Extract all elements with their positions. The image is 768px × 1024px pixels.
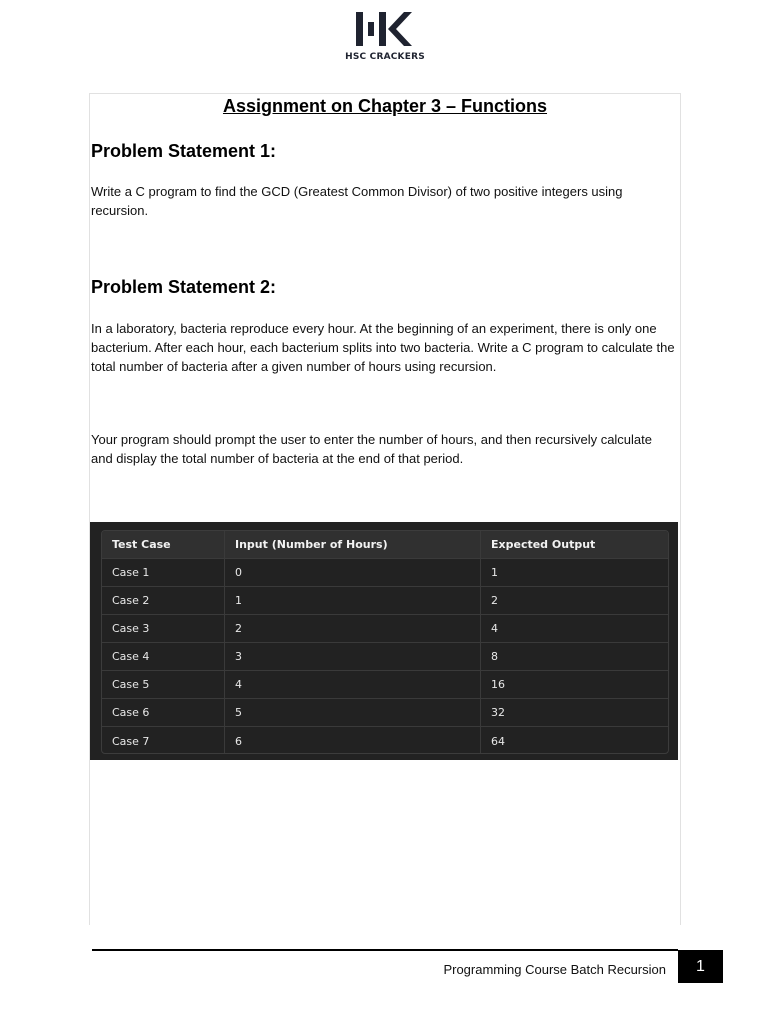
page-number: 1	[678, 950, 723, 983]
test-case-table	[101, 530, 669, 754]
table-row	[102, 559, 668, 587]
problem-2-text: In a laboratory, bacteria reproduce every hour. At the beginning of an experiment, there is only one bacterium. After each hour, each bacterium splits into two bacteria. Write a C program to calculate the total number of bacteria after a given number of hours using recursion.	[91, 321, 675, 374]
table-row	[102, 643, 668, 671]
table-cell: Case 6	[102, 699, 225, 726]
table-header-cell: Input (Number of Hours)	[225, 531, 481, 558]
table-cell: 3	[225, 643, 481, 670]
table-cell: 32	[491, 706, 505, 719]
problem-2-text-2: Your program should prompt the user to enter the number of hours, and then recursively calculate and display the total number of bacteria at the end of that period.	[91, 432, 652, 466]
table-cell: 16	[491, 678, 505, 691]
table-cell: 0	[225, 559, 481, 586]
logo-mark-icon	[354, 10, 416, 48]
table-header-row	[102, 531, 668, 559]
table-header-cell: Expected Output	[491, 538, 596, 551]
table-cell: Case 4	[102, 643, 225, 670]
table-cell: 64	[491, 734, 505, 748]
table-cell: Case 3	[102, 615, 225, 642]
table-cell: 4	[491, 622, 498, 635]
logo-text: HSC CRACKERS	[345, 52, 425, 62]
problem-1-text: Write a C program to find the GCD (Greatest Common Divisor) of two positive integers using recursion.	[91, 184, 623, 218]
test-case-table-container	[90, 522, 678, 760]
table-cell: 2	[491, 594, 498, 607]
problem-2-heading: Problem Statement 2:	[91, 277, 277, 297]
table-cell: Case 2	[102, 587, 225, 614]
table-row	[102, 727, 668, 754]
table-cell: 1	[225, 587, 481, 614]
table-cell: 8	[491, 650, 498, 663]
table-row	[102, 587, 668, 615]
table-cell: 5	[225, 699, 481, 726]
table-cell: Case 7	[102, 727, 225, 754]
table-row	[102, 615, 668, 643]
table-cell: 6	[225, 727, 481, 754]
table-row	[102, 699, 668, 727]
table-cell: 2	[225, 615, 481, 642]
problem-1-heading: Problem Statement 1:	[91, 141, 277, 161]
table-cell: 1	[491, 566, 498, 579]
table-cell: 4	[225, 671, 481, 698]
table-row	[102, 671, 668, 699]
footer-text: Programming Course Batch Recursion	[443, 962, 666, 977]
hsc-crackers-logo	[340, 10, 430, 66]
footer-divider	[92, 949, 678, 951]
table-header-cell: Test Case	[102, 531, 225, 558]
table-cell: Case 5	[102, 671, 225, 698]
table-cell: Case 1	[102, 559, 225, 586]
page-title: Assignment on Chapter 3 – Functions	[222, 96, 548, 116]
